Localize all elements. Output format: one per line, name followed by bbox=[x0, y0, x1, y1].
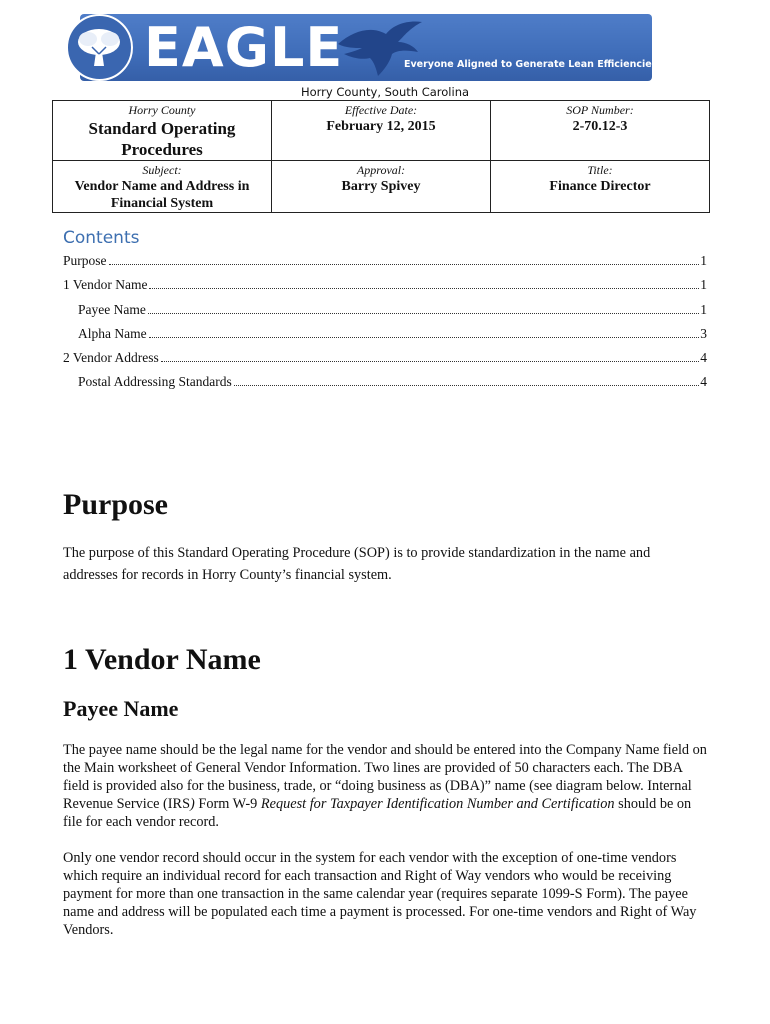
toc-leader bbox=[148, 313, 699, 314]
payee-text-2: Form W-9 bbox=[194, 796, 261, 812]
eagle-banner bbox=[66, 14, 658, 81]
toc-entry[interactable] bbox=[63, 350, 707, 374]
subject-cell bbox=[53, 161, 272, 213]
toc-entry[interactable] bbox=[63, 302, 707, 326]
contents-heading: Contents bbox=[63, 228, 140, 248]
payee-text-3: should be on file for each vendor record. bbox=[63, 796, 692, 830]
toc-entry-text: 2 Vendor Address bbox=[63, 350, 159, 366]
toc-leader bbox=[161, 361, 700, 362]
toc-entry-page: 1 bbox=[700, 253, 707, 268]
banner-title: EAGLE bbox=[144, 16, 344, 79]
approval-value: Barry Spivey bbox=[341, 179, 421, 194]
purpose-paragraph: The purpose of this Standard Operating Procedure (SOP) is to provide standardization in the name and addresses for records in Horry County’s financial system. bbox=[63, 545, 651, 583]
effective-date-cell bbox=[272, 101, 491, 161]
approval-cell bbox=[272, 161, 491, 213]
payee-name-paragraph bbox=[63, 741, 708, 831]
sop-number-cell bbox=[491, 101, 710, 161]
subject-value: Vendor Name and Address in Financial System bbox=[74, 179, 250, 211]
toc-entry[interactable] bbox=[63, 374, 707, 398]
toc-entry-page: 1 bbox=[700, 301, 707, 317]
toc-entry[interactable] bbox=[63, 253, 707, 277]
tree-logo-icon bbox=[66, 14, 133, 81]
org-label: Horry County bbox=[128, 103, 196, 117]
title-cell bbox=[491, 161, 710, 213]
toc-entry[interactable] bbox=[63, 277, 707, 301]
approval-label: Approval: bbox=[356, 163, 406, 177]
toc-leader bbox=[149, 288, 699, 289]
toc-leader bbox=[109, 264, 700, 265]
table-of-contents bbox=[63, 253, 707, 399]
effective-date-label: Effective Date: bbox=[344, 103, 418, 117]
toc-entry-text: 1 Vendor Name bbox=[63, 277, 148, 293]
toc-entry-page: 4 bbox=[700, 374, 707, 390]
effective-date-value: February 12, 2015 bbox=[326, 119, 436, 134]
vendor-name-heading: 1 Vendor Name bbox=[63, 643, 261, 676]
sop-number-value: 2-70.12-3 bbox=[572, 119, 628, 134]
toc-entry-text: Postal Addressing Standards bbox=[78, 374, 232, 390]
sop-header-table bbox=[52, 100, 710, 213]
toc-entry-page: 4 bbox=[700, 350, 707, 366]
banner-tagline: Everyone Aligned to Generate Lean Efficiencies bbox=[404, 59, 658, 70]
toc-entry-text: Payee Name bbox=[78, 301, 146, 317]
toc-entry-text: Alpha Name bbox=[78, 325, 147, 341]
doc-type: Standard Operating Procedures bbox=[88, 119, 236, 159]
toc-entry-text: Purpose bbox=[63, 253, 107, 268]
sop-number-label: SOP Number: bbox=[566, 103, 634, 117]
payee-text-paren: ) bbox=[190, 796, 195, 812]
form-w9-title: Request for Taxpayer Identification Number and Certification bbox=[260, 796, 615, 812]
vendor-record-paragraph: Only one vendor record should occur in the system for each vendor with the exception of one-time vendors which require an individual record for each transaction and Right of Way vendors who would be receiving payment for more than one transaction in the same calendar year (requires separate 1099-S Form). The payee name and address will be populated each time a payment is processed. For one-time vendors and Right of Way Vendors. bbox=[63, 850, 697, 938]
toc-entry-page: 3 bbox=[700, 325, 707, 341]
toc-entry[interactable] bbox=[63, 326, 707, 350]
toc-entry-page: 1 bbox=[700, 277, 707, 293]
title-label: Title: bbox=[587, 163, 613, 177]
payee-name-heading: Payee Name bbox=[63, 696, 179, 721]
toc-leader bbox=[149, 337, 700, 338]
subject-label: Subject: bbox=[142, 163, 182, 177]
purpose-heading: Purpose bbox=[63, 488, 168, 521]
title-value: Finance Director bbox=[549, 179, 651, 194]
county-line: Horry County, South Carolina bbox=[300, 85, 470, 99]
payee-text-1: The payee name should be the legal name for the vendor and should be entered into the Company Name field on the Main worksheet of General Vendor Information. Two lines are provided of 50 characters each. The DBA field is provided also for the business, trade, or “doing business as (DBA)” name (see diagram below. Internal Revenue Service (IRS bbox=[63, 742, 707, 812]
toc-leader bbox=[234, 385, 700, 386]
org-cell bbox=[53, 101, 272, 161]
